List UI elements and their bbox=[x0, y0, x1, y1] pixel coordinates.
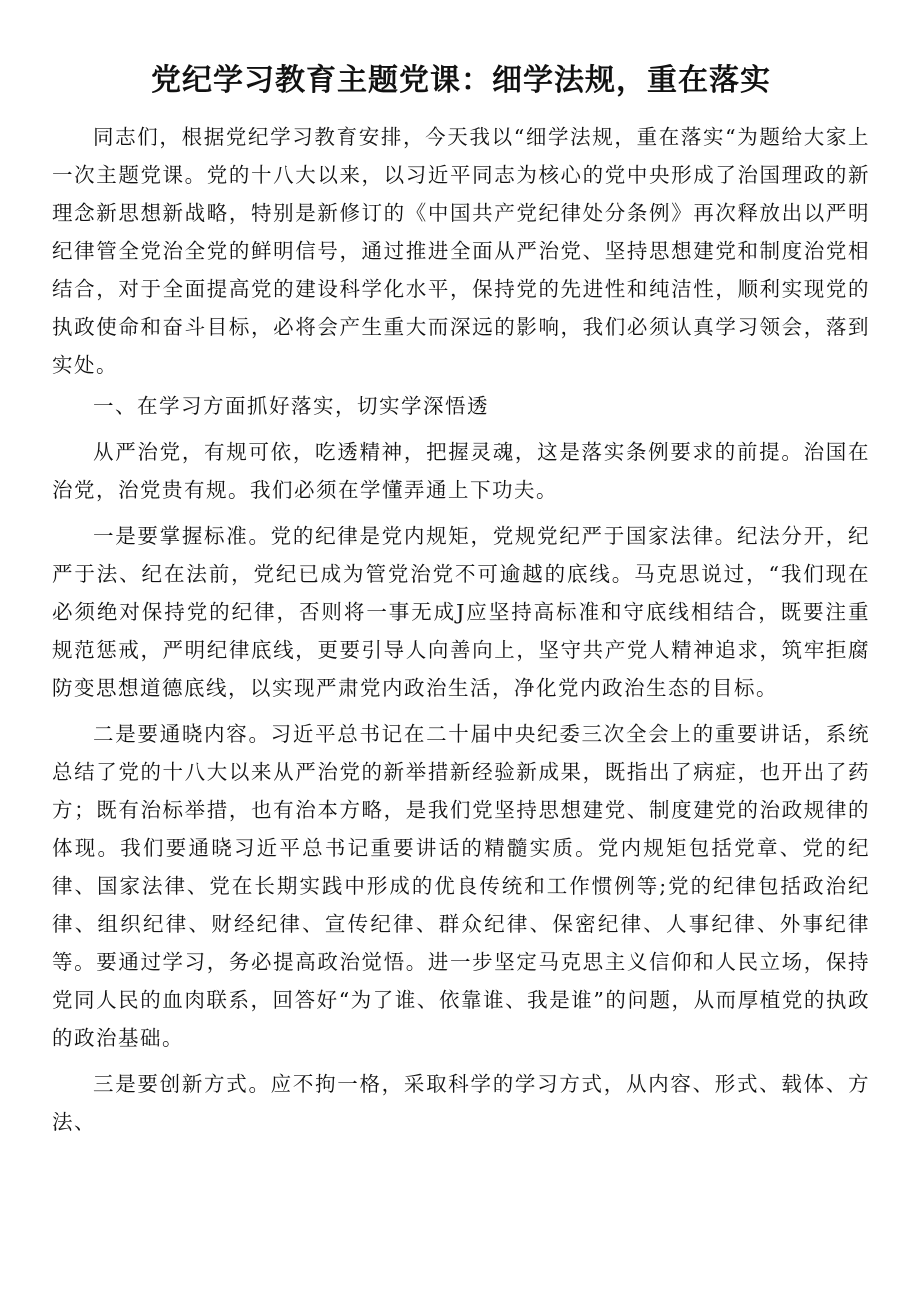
point-2-paragraph bbox=[52, 715, 870, 1057]
point-1-body: 党的纪律是党内规矩，党规党纪严于国家法律。纪法分开，纪严于法、纪在法前，党纪已成为管党治党不可逾越的底线。马克思说过，“我们现在必须绝对保持党的纪律，否则将一事无成J应坚持高标准和守底线相结合，既要注重规范惩戒，严明纪律底线，更要引导人向善向上，坚守共产党人精神追求，筑牢拒腐防变思想道德底线，以实现严肃党内政治生活，净化党内政治生态的目标。 bbox=[52, 524, 871, 700]
document-page bbox=[52, 0, 870, 1141]
document-title: 党纪学习教育主题党课：细学法规，重在落实 bbox=[151, 63, 771, 98]
section1-intro-paragraph: 从严治党，有规可依，吃透精神，把握灵魂，这是落实条例要求的前提。治国在治党，治党贵有规。我们必须在学懂弄通上下功夫。 bbox=[52, 440, 870, 502]
point-3-lead: 三是要创新方式。 bbox=[93, 1072, 271, 1096]
point-2-body: 习近平总书记在二十届中央纪委三次全会上的重要讲话，系统总结了党的十八大以来从严治党的新举措新经验新成果，既指出了病症，也开出了药方；既有治标举措，也有治本方略，是我们党坚持思想建党、制度建党的治政规律的体现。我们要通晓习近平总书记重要讲话的精髓实质。党内规矩包括党章、党的纪律、国家法律、党在长期实践中形成的优良传统和工作惯例等;党的纪律包括政治纪律、组织纪律、财经纪律、宣传纪律、群众纪律、保密纪律、人事纪律、外事纪律等。要通过学习，务必提高政治觉悟。进一步坚定马克思主义信仰和人民立场，保持党同人民的血肉联系，回答好“为了谁、依靠谁、我是谁”的问题，从而厚植党的执政的政治基础。 bbox=[52, 722, 871, 1050]
point-1-paragraph bbox=[52, 517, 870, 707]
point-3-paragraph bbox=[52, 1065, 870, 1141]
point-2-lead: 二是要通晓内容。 bbox=[93, 722, 271, 746]
point-1-lead: 一是要掌握标准。 bbox=[93, 524, 271, 548]
point-3-body: 应不拘一格，采取科学的学习方式，从内容、形式、载体、方法、 bbox=[52, 1072, 871, 1134]
section-heading-1: 一、在学习方面抓好落实，切实学深悟透 bbox=[93, 394, 489, 418]
intro-paragraph: 同志们，根据党纪学习教育安排，今天我以“细学法规，重在落实“为题给大家上一次主题党课。党的十八大以来，以习近平同志为核心的党中央形成了治国理政的新理念新思想新战略，特别是新修订的《中国共产党纪律处分条例》再次释放出以严明纪律管全党治全党的鲜明信号，通过推进全面从严治党、坚持思想建党和制度治党相结合，对于全面提高党的建设科学化水平，保持党的先进性和纯洁性，顺利实现党的执政使命和奋斗目标，必将会产生重大而深远的影响，我们必须认真学习领会，落到实处。 bbox=[52, 125, 870, 377]
